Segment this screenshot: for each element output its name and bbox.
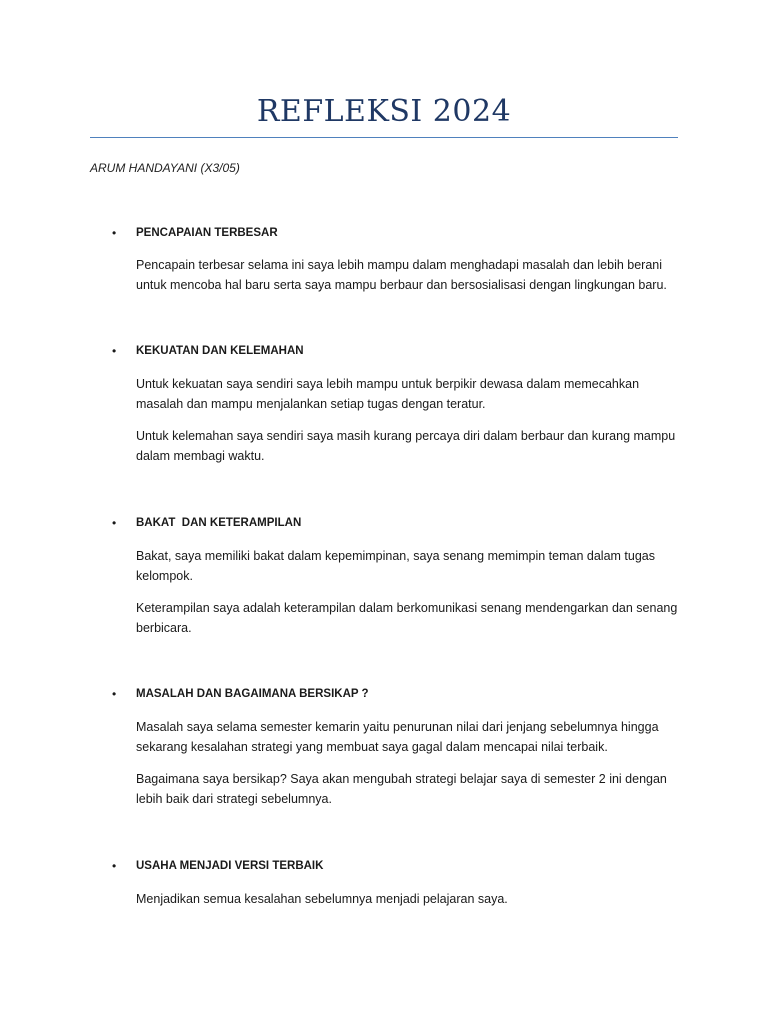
- section-paragraph: Pencapain terbesar selama ini saya lebih mampu dalam menghadapi masalah dan lebih berani untuk mencoba hal baru serta saya mampu berbaur dan bersosialisasi dengan lingkungan baru.: [136, 258, 667, 292]
- section-paragraph: Untuk kekuatan saya sendiri saya lebih mampu untuk berpikir dewasa dalam memecahkan masalah dan mampu menjalankan setiap tugas dengan teratur.: [136, 377, 640, 411]
- document-title: REFLEKSI 2024: [256, 94, 512, 129]
- section-paragraph: Untuk kelemahan saya sendiri saya masih kurang percaya diri dalam berbaur dan kurang mampu dalam membagi waktu.: [136, 429, 676, 463]
- section-usaha: [90, 857, 690, 909]
- section-pencapaian: [90, 224, 690, 295]
- section-heading: MASALAH DAN BAGAIMANA BERSIKAP ?: [136, 688, 369, 700]
- bullet-icon: •: [112, 687, 117, 701]
- section-heading-row: [90, 342, 690, 360]
- bullet-icon: •: [112, 344, 117, 358]
- bullet-icon: •: [112, 859, 117, 873]
- author-line: ARUM HANDAYANI (X3/05): [90, 161, 240, 175]
- section-heading: PENCAPAIAN TERBESAR: [136, 227, 278, 239]
- section-paragraph: Masalah saya selama semester kemarin yaitu penurunan nilai dari jenjang sebelumnya hingga sekarang kesalahan strategi yang membuat saya gagal dalam mencapai nilai terbaik.: [136, 720, 659, 754]
- section-heading: KEKUATAN DAN KELEMAHAN: [136, 345, 304, 357]
- section-kekuatan: [90, 342, 690, 466]
- title-underline: [90, 137, 678, 138]
- bullet-icon: •: [112, 516, 117, 530]
- section-masalah: [90, 685, 690, 809]
- section-paragraph: Bagaimana saya bersikap? Saya akan mengubah strategi belajar saya di semester 2 ini dengan lebih baik dari strategi sebelumnya.: [136, 772, 667, 806]
- section-heading: USAHA MENJADI VERSI TERBAIK: [136, 860, 324, 872]
- section-heading-row: [90, 224, 690, 242]
- section-bakat: [90, 514, 690, 638]
- section-heading-row: [90, 857, 690, 875]
- section-paragraph: Menjadikan semua kesalahan sebelumnya menjadi pelajaran saya.: [136, 892, 508, 906]
- bullet-icon: •: [112, 226, 117, 240]
- section-heading: BAKAT DAN KETERAMPILAN: [136, 517, 302, 529]
- section-heading-row: [90, 685, 690, 703]
- section-heading-row: [90, 514, 690, 532]
- section-paragraph: Keterampilan saya adalah keterampilan dalam berkomunikasi senang mendengarkan dan senang berbicara.: [136, 601, 678, 635]
- section-paragraph: Bakat, saya memiliki bakat dalam kepemimpinan, saya senang memimpin teman dalam tugas kelompok.: [136, 549, 655, 583]
